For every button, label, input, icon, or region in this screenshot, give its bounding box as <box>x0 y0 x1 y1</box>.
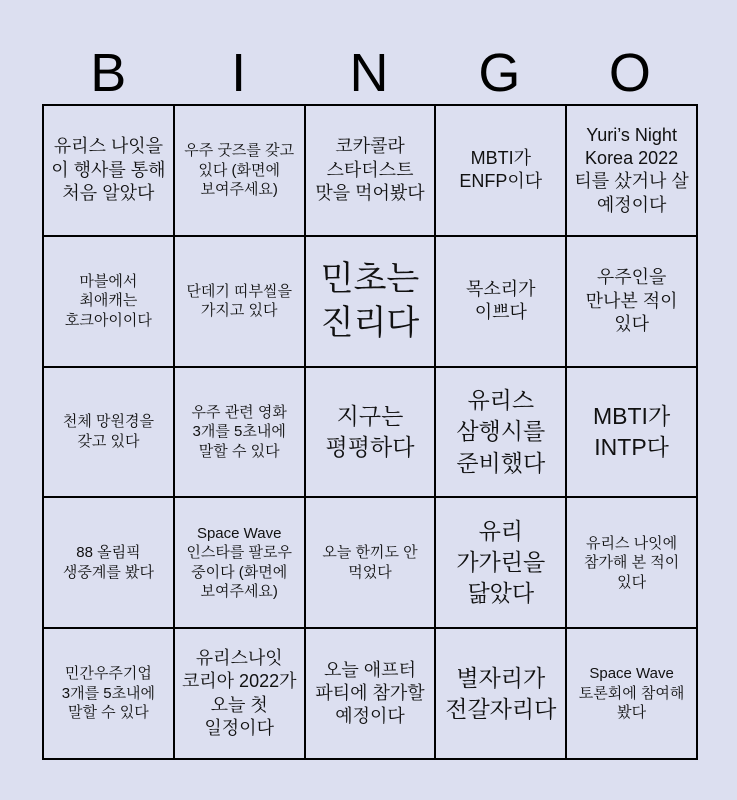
bingo-cell-text: Yuri’s Night Korea 2022 티를 샀거나 살 예정이다 <box>574 124 689 215</box>
bingo-cell-text: Space Wave 토론회에 참여해 봤다 <box>578 665 685 722</box>
header-letter-i: I <box>231 43 247 103</box>
bingo-cell-text: 오늘 애프터 파티에 참가할 예정이다 <box>315 659 425 727</box>
bingo-cell-r4c5[interactable] <box>567 498 696 627</box>
bingo-cell-text: 목소리가 이쁘다 <box>466 278 536 323</box>
bingo-cell-r4c3[interactable] <box>306 498 435 627</box>
bingo-cell-r3c3[interactable] <box>306 368 435 497</box>
bingo-cell-r4c4[interactable] <box>436 498 565 627</box>
bingo-cell-text: Space Wave 인스타를 팔로우 중이다 (화면에 보여주세요) <box>186 524 292 601</box>
bingo-cell-r2c1[interactable] <box>44 237 173 366</box>
header-letter-b: B <box>90 43 127 103</box>
bingo-cell-text: 우주 관련 영화 3개를 5초내에 말할 수 있다 <box>191 403 287 460</box>
header-letter-n: N <box>349 43 389 103</box>
bingo-cell-r4c1[interactable] <box>44 498 173 627</box>
bingo-cell-text: 코카콜라 스타더스트 맛을 먹어봤다 <box>315 136 425 204</box>
bingo-cell-r5c1[interactable] <box>44 629 173 758</box>
bingo-cell-text: 민초는 진리다 <box>320 260 420 343</box>
bingo-header <box>43 38 695 108</box>
bingo-cell-r5c2[interactable] <box>175 629 304 758</box>
bingo-cell-r2c5[interactable] <box>567 237 696 366</box>
bingo-cell-r1c3[interactable] <box>306 106 435 235</box>
bingo-cell-text: 단데기 띠부씰을 가지고 있다 <box>186 282 292 320</box>
bingo-cell-r3c1[interactable] <box>44 368 173 497</box>
bingo-cell-text: 민간우주기업 3개를 5초내에 말할 수 있다 <box>61 665 156 722</box>
bingo-cell-r3c4[interactable] <box>436 368 565 497</box>
bingo-cell-text: 별자리가 전갈자리다 <box>445 664 557 722</box>
bingo-cell-r2c2[interactable] <box>175 237 304 366</box>
bingo-cell-text: 천체 망원경을 갖고 있다 <box>62 413 154 450</box>
bingo-cell-text: 마블에서 최애캐는 호크아이이다 <box>64 272 152 329</box>
bingo-cell-r5c3[interactable] <box>306 629 435 758</box>
header-letter-g: G <box>478 43 521 103</box>
bingo-cell-text: 유리스 나잇에 참가해 본 적이 있다 <box>583 534 680 591</box>
bingo-cell-r4c2[interactable] <box>175 498 304 627</box>
bingo-cell-text: MBTI가 ENFP이다 <box>459 148 543 192</box>
bingo-cell-text: 지구는 평평하다 <box>325 402 415 460</box>
bingo-cell-text: MBTI가 INTP다 <box>593 402 671 460</box>
bingo-cell-text: 유리스나잇 코리아 2022가 오늘 첫 일정이다 <box>181 647 297 738</box>
bingo-cell-r2c4[interactable] <box>436 237 565 366</box>
bingo-cell-text: 88 올림픽 생중계를 봤다 <box>62 544 154 581</box>
bingo-cell-r1c5[interactable] <box>567 106 696 235</box>
bingo-board <box>42 104 698 760</box>
header-letter-o: O <box>608 43 651 103</box>
bingo-cell-r1c2[interactable] <box>175 106 304 235</box>
bingo-cell-text: 유리스 나잇을 이 행사를 통해 처음 알았다 <box>51 136 166 204</box>
bingo-cell-text: 우주인을 만나본 적이 있다 <box>585 267 678 334</box>
bingo-cell-r3c2[interactable] <box>175 368 304 497</box>
bingo-cell-text: 유리 가가린을 닮았다 <box>456 518 546 607</box>
bingo-cell-r5c4[interactable] <box>436 629 565 758</box>
bingo-cell-r1c4[interactable] <box>436 106 565 235</box>
bingo-cell-text: 오늘 한끼도 안 먹었다 <box>322 544 418 581</box>
bingo-cell-text: 우주 굿즈를 갖고 있다 (화면에 보여주세요) <box>184 142 295 199</box>
bingo-cell-text: 유리스 삼행시를 준비했다 <box>456 387 546 476</box>
bingo-cell-r5c5[interactable] <box>567 629 696 758</box>
bingo-cell-r2c3-free[interactable] <box>306 237 435 366</box>
bingo-cell-r1c1[interactable] <box>44 106 173 235</box>
bingo-cell-r3c5[interactable] <box>567 368 696 497</box>
